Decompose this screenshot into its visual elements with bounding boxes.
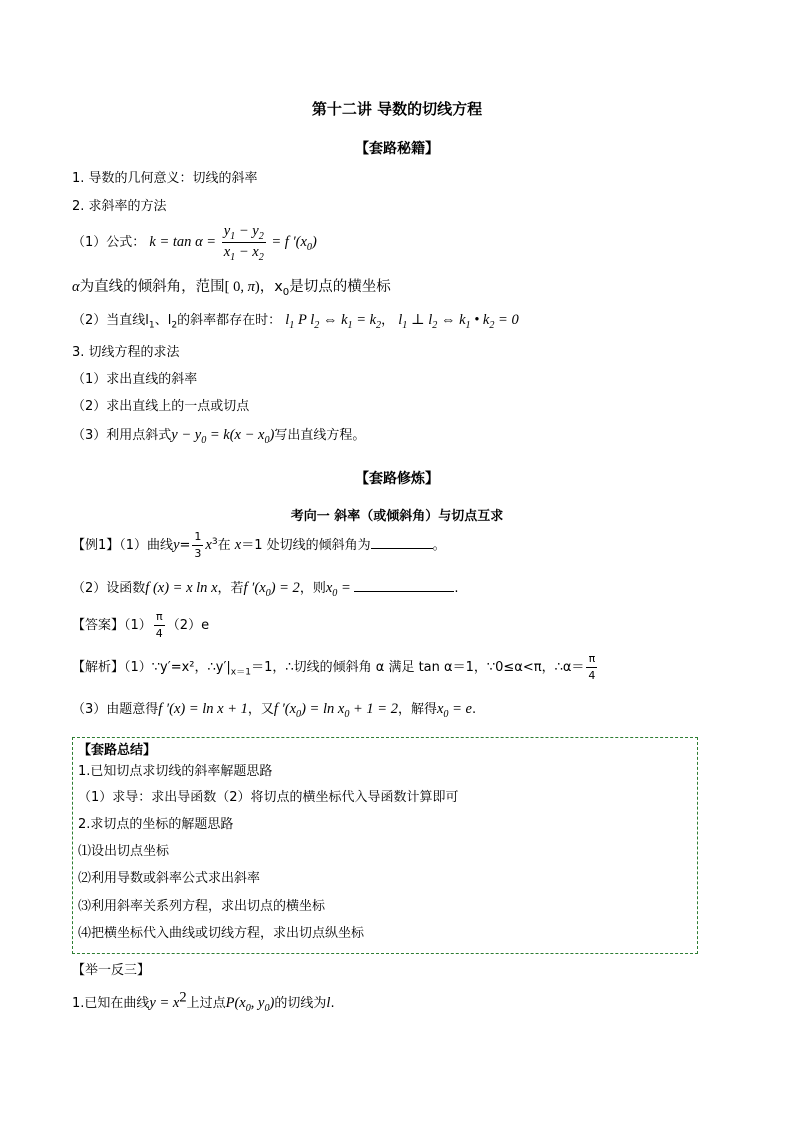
step-point-slope: （3）利用点斜式$y - y_0 = k(x - x_0)$写出直线方程。: [72, 427, 366, 446]
analysis-line-1: 【解析】（1）∵y′=x²，$\therefore y'|_{x=1}=1$，∴切线的倾斜角 α 满足 tan α＝1，∵0≤α<π，∴α＝ $\frac{\pi}{4}$: [72, 652, 596, 683]
slope-fraction: $\frac{y_1 - y_2}{x_1 - x_2}$: [223, 223, 264, 263]
sub-heading-direction: 考向一 斜率（或倾斜角）与切点互求: [290, 509, 504, 524]
example-q2: （2）设函数f (x) = x ln x，若f $'(x_0) = 2$，则$x_0$ = .: [72, 580, 459, 599]
summary-line: ⑷把横坐标代入曲线或切线方程，求出切点纵坐标: [78, 926, 365, 941]
summary-line: 2.求切点的坐标的解题思路: [78, 817, 234, 832]
answer-line: 【答案】（1） $\frac{\pi}{4}$ （2）e: [72, 610, 210, 641]
practice-heading: 【举一反三】: [72, 963, 151, 978]
answer-pi-over-4: $\frac{\pi}{4}$: [155, 610, 163, 641]
item-geometric-meaning: 1. 导数的几何意义：切线的斜率: [72, 171, 258, 186]
parallel-condition: $l_1$ P $l_2$ ⇔ $k_1 = k_2$: [285, 312, 382, 331]
slope-formula: k = tan α = $\frac{y_1 - y_2}{x_1 - x_2}$ = f $'(x_0)$: [149, 223, 317, 263]
angle-range-line: α为直线的倾斜角，范围[ 0, π)，$x_0$是切点的横坐标: [72, 279, 391, 298]
example-q1: 【例1】（1）曲线y= $\frac{1}{3}$ $x^3$在 x＝1 处切线的倾斜角为 。: [72, 530, 446, 561]
item-slope-methods: 2. 求斜率的方法: [72, 199, 167, 214]
summary-line: 1.已知切点求切线的斜率解题思路: [78, 764, 273, 779]
summary-line: ⑴设出切点坐标: [78, 844, 170, 859]
slope-formula-line: [72, 224, 317, 261]
page-title: 第十二讲 导数的切线方程: [311, 100, 483, 118]
item-tangent-method: 3. 切线方程的求法: [72, 345, 180, 360]
parallel-perpendicular-line: （2）当直线$l_1$、$l_2$的斜率都存在时： $l_1$ P $l_2$ ⇔ $k_1 = k_2$， $l_1$ ⊥ $l_2$ ⇔ $k_1$ • $k_2 = 0$: [72, 312, 519, 331]
formula-prefix: （1）公式：: [72, 234, 146, 250]
analysis-line-3: （3）由题意得f ′(x) = ln x + 1，又f $'(x_0) = \ln x_0 + 1 = 2$，解得$x_0 = e$.: [72, 701, 477, 720]
answer-blank-1: [371, 548, 433, 549]
summary-line: ⑵利用导数或斜率公式求出斜率: [78, 871, 261, 886]
summary-line: （1）求导：求出导函数（2）将切点的横坐标代入导函数计算即可: [78, 790, 459, 805]
answer-blank-2: [354, 591, 454, 592]
section-heading-practice: 【套路修炼】: [355, 471, 439, 487]
step-find-slope: （1）求出直线的斜率: [72, 372, 198, 387]
summary-line: ⑶利用斜率关系列方程，求出切点的横坐标: [78, 899, 326, 914]
perpendicular-condition: $l_1$ ⊥ $l_2$ ⇔ $k_1$ • $k_2 = 0$: [398, 312, 519, 331]
step-find-point: （2）求出直线上的一点或切点: [72, 399, 250, 414]
practice-q1: 1.已知在曲线$y = x^2$上过点$P(x_0$, $y_0$)的切线为l.: [72, 989, 335, 1014]
summary-title: 【套路总结】: [78, 743, 157, 758]
section-heading-secrets: 【套路秘籍】: [355, 141, 439, 157]
